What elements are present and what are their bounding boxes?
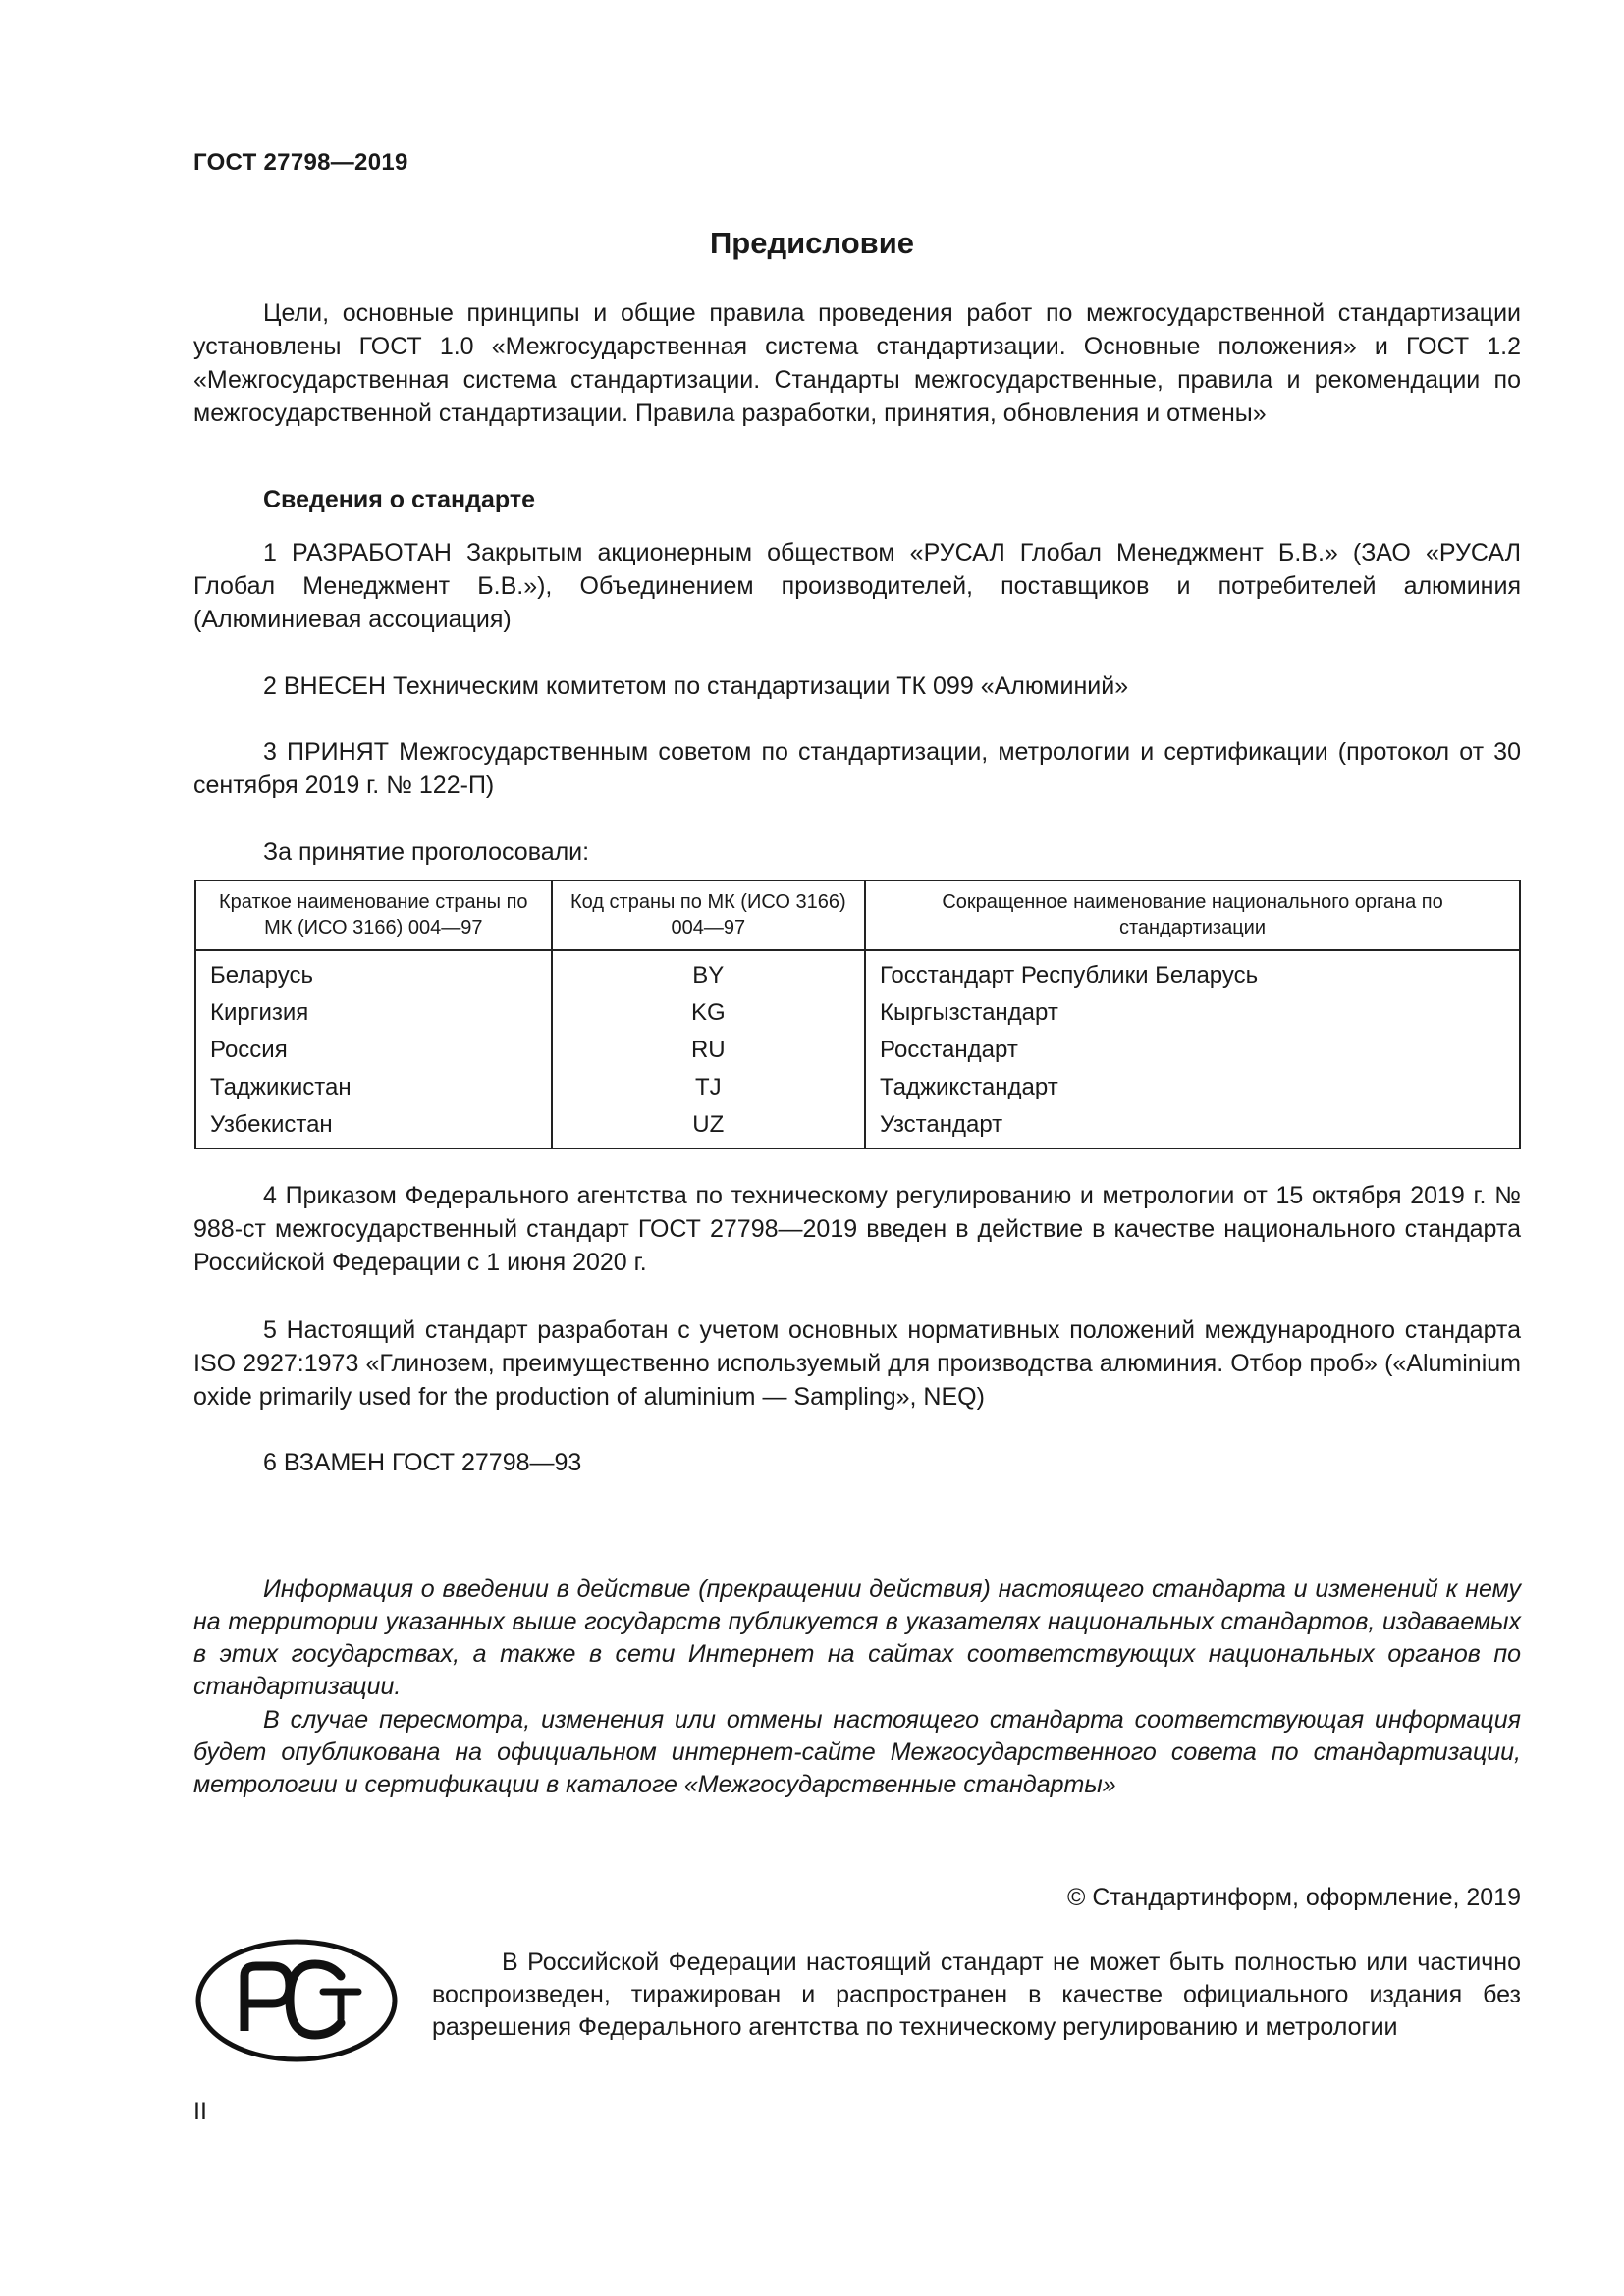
body-cell: Госстандарт Республики Беларусь [865,950,1520,994]
table-header-code: Код страны по МК (ИСО 3166) 004—97 [552,881,865,950]
table-header-body: Сокращенное наименование национального органа по стандартизации [865,881,1520,950]
item-order: 4 Приказом Федерального агентства по техническому регулированию и метрологии от 15 октября 2019 г. № 988-ст межгосударственный стандарт ГОСТ 27798—2019 введен в действие в качестве национального стандарта Российской Федерации с 1 июня 2020 г. [193,1182,1521,1276]
section-subheading: Сведения о стандарте [263,486,536,513]
table-row [195,950,1520,994]
page-title: Предисловие [709,226,914,260]
table-header-row [195,881,1520,950]
page-number: II [193,2098,207,2125]
body-cell: Таджикстандарт [865,1069,1520,1106]
body-cell: Узстандарт [865,1106,1520,1148]
country-cell: Таджикистан [195,1069,552,1106]
table-row [195,1069,1520,1106]
code-cell: TJ [552,1069,865,1106]
copyright-line: © Стандартинформ, оформление, 2019 [1067,1884,1521,1911]
country-cell: Россия [195,1032,552,1069]
info-paragraph-2: В случае пересмотра, изменения или отмены настоящего стандарта соответствующая информация будет опубликована на официальном интернет-сайте Межгосударственного совета по стандартизации, метрологии и сертификации в каталоге «Межгосударственные стандарты» [193,1706,1521,1798]
item-introduced: 2 ВНЕСЕН Техническим комитетом по стандартизации ТК 099 «Алюминий» [263,672,1129,700]
document-code: ГОСТ 27798—2019 [193,149,408,176]
country-cell: Беларусь [195,950,552,994]
code-cell: RU [552,1032,865,1069]
voting-table [194,880,1521,1149]
code-cell: BY [552,950,865,994]
table-header-country: Краткое наименование страны по МК (ИСО 3166) 004—97 [195,881,552,950]
country-cell: Киргизия [195,994,552,1032]
copyright-notice: В Российской Федерации настоящий стандарт не может быть полностью или частично воспроизведен, тиражирован и распространен в качестве официального издания без разрешения Федерального агентства по техническому регулированию и метрологии [432,1949,1521,2041]
voted-label: За принятие проголосовали: [263,838,590,866]
table-row [195,994,1520,1032]
item-replaces: 6 ВЗАМЕН ГОСТ 27798—93 [263,1449,582,1476]
table-row [195,1032,1520,1069]
item-adopted: 3 ПРИНЯТ Межгосударственным советом по стандартизации, метрологии и сертификации (протокол от 30 сентября 2019 г. № 122-П) [193,738,1521,799]
country-cell: Узбекистан [195,1106,552,1148]
code-cell: KG [552,994,865,1032]
item-basis: 5 Настоящий стандарт разработан с учетом основных нормативных положений международного стандарта ISO 2927:1973 «Глинозем, преимущественно используемый для производства алюминия. Отбор проб» («Aluminium oxide primarily used for the production of aluminium — Sampling», NEQ) [193,1316,1521,1411]
table-row [195,1106,1520,1148]
body-cell: Кыргызстандарт [865,994,1520,1032]
body-cell: Росстандарт [865,1032,1520,1069]
item-developed: 1 РАЗРАБОТАН Закрытым акционерным обществом «РУСАЛ Глобал Менеджмент Б.В.» (ЗАО «РУСАЛ Глобал Менеджмент Б.В.»), Объединением производителей, поставщиков и потребителей алюминия (Алюминиевая ассоциация) [193,539,1521,633]
info-paragraph-1: Информация о введении в действие (прекращении действия) настоящего стандарта и изменений к нему на территории указанных выше государств публикуется в указателях национальных стандартов, издаваемых в этих государствах, а также в сети Интернет на сайтах соответствующих национальных органов по стандартизации. [193,1575,1521,1700]
rst-certification-mark-icon [193,1937,400,2064]
code-cell: UZ [552,1106,865,1148]
intro-paragraph: Цели, основные принципы и общие правила проведения работ по межгосударственной стандартизации установлены ГОСТ 1.0 «Межгосударственная система стандартизации. Основные положения» и ГОСТ 1.2 «Межгосударственная система стандартизации. Стандарты межгосударственные, правила и рекомендации по межгосударственной стандартизации. Правила разработки, принятия, обновления и отмены» [193,299,1521,427]
